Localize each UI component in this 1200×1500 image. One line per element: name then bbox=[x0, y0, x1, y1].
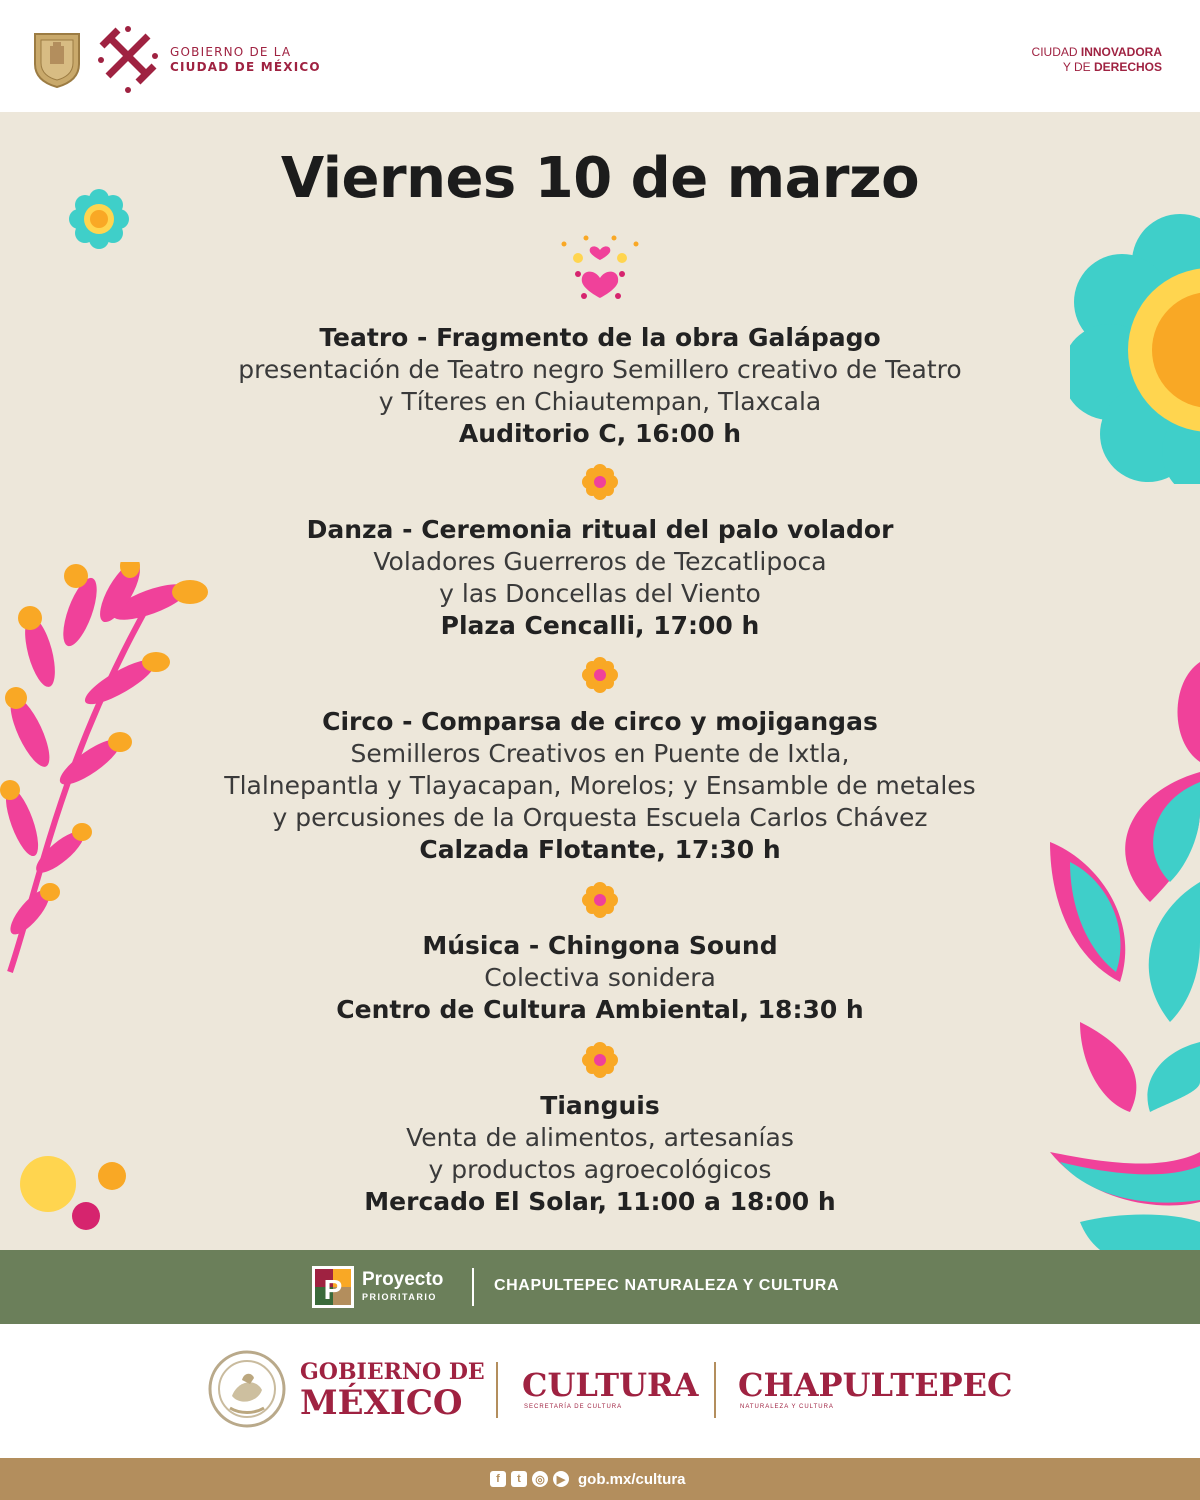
twitter-icon[interactable]: t bbox=[511, 1471, 527, 1487]
mexico-seal-icon bbox=[208, 1350, 286, 1428]
event-description-line: y las Doncellas del Viento bbox=[439, 579, 761, 608]
event-title: Teatro - Fragmento de la obra Galápago bbox=[319, 323, 881, 352]
pp-subtitle: PRIORITARIO bbox=[362, 1292, 437, 1302]
instagram-icon[interactable]: ◎ bbox=[532, 1471, 548, 1487]
footer-logos bbox=[0, 1324, 1200, 1458]
cultura-subtitle: SECRETARÍA DE CULTURA bbox=[524, 1404, 623, 1410]
event-tianguis bbox=[0, 1090, 1200, 1218]
slogan-word: Y DE bbox=[1062, 60, 1094, 74]
chapultepec-wordmark: CHAPULTEPEC bbox=[738, 1366, 1013, 1404]
event-description-line: y percusiones de la Orquesta Escuela Carlos Chávez bbox=[272, 803, 928, 832]
project-band bbox=[0, 1250, 1200, 1324]
event-place-time: Mercado El Solar, 11:00 a 18:00 h bbox=[364, 1187, 836, 1216]
slogan-word-bold: INNOVADORA bbox=[1080, 45, 1162, 59]
page-title: Viernes 10 de marzo bbox=[280, 146, 920, 211]
proyecto-prioritario-logo-icon bbox=[312, 1266, 354, 1308]
chapultepec-subtitle: NATURALEZA Y CULTURA bbox=[740, 1404, 834, 1410]
event-danza bbox=[0, 514, 1200, 642]
event-description-line: Colectiva sonidera bbox=[484, 963, 716, 992]
gov-line-1: GOBIERNO DE LA bbox=[170, 45, 292, 59]
event-description-line: Semilleros Creativos en Puente de Ixtla, bbox=[350, 739, 850, 768]
slogan bbox=[1032, 45, 1162, 75]
event-place-time: Calzada Flotante, 17:30 h bbox=[419, 835, 781, 864]
slogan-word: CIUDAD bbox=[1031, 45, 1081, 59]
orange-flower-icon bbox=[582, 882, 618, 918]
hearts-ornament-icon bbox=[558, 230, 642, 302]
footer-separator bbox=[496, 1362, 498, 1418]
event-title: Tianguis bbox=[540, 1091, 660, 1120]
event-title: Danza - Ceremonia ritual del palo volador bbox=[306, 515, 894, 544]
event-description-line: y productos agroecológicos bbox=[428, 1155, 772, 1184]
cultura-wordmark: CULTURA bbox=[522, 1366, 699, 1404]
gov-line-2: CIUDAD DE MÉXICO bbox=[170, 60, 321, 74]
header bbox=[0, 0, 1200, 112]
event-title: Música - Chingona Sound bbox=[422, 931, 778, 960]
youtube-icon[interactable]: ▶ bbox=[553, 1471, 569, 1487]
program-area bbox=[0, 112, 1200, 1250]
gobierno-cdmx-text bbox=[170, 45, 321, 75]
event-circo bbox=[0, 706, 1200, 866]
gob-line-2: MÉXICO bbox=[300, 1383, 463, 1423]
event-description-line: Voladores Guerreros de Tezcatlipoca bbox=[373, 547, 827, 576]
bottom-bar bbox=[0, 1458, 1200, 1500]
event-teatro bbox=[0, 322, 1200, 450]
social-links bbox=[490, 1470, 686, 1488]
event-description-line: y Títeres en Chiautempan, Tlaxcala bbox=[378, 387, 822, 416]
cdmx-logo-icon bbox=[98, 26, 158, 94]
orange-flower-icon bbox=[582, 657, 618, 693]
event-description-line: presentación de Teatro negro Semillero creativo de Teatro bbox=[238, 355, 962, 384]
footer-separator bbox=[714, 1362, 716, 1418]
orange-flower-icon bbox=[582, 464, 618, 500]
facebook-icon[interactable]: f bbox=[490, 1471, 506, 1487]
event-title: Circo - Comparsa de circo y mojigangas bbox=[322, 707, 878, 736]
band-title: CHAPULTEPEC NATURALEZA Y CULTURA bbox=[494, 1277, 840, 1294]
event-place-time: Centro de Cultura Ambiental, 18:30 h bbox=[336, 995, 864, 1024]
cdmx-coat-of-arms-icon bbox=[32, 30, 82, 88]
orange-flower-icon bbox=[582, 1042, 618, 1078]
proyecto-prioritario-text bbox=[362, 1270, 443, 1302]
gobierno-de-mexico-wordmark bbox=[300, 1359, 485, 1421]
event-place-time: Plaza Cencalli, 17:00 h bbox=[440, 611, 760, 640]
pp-letter: P bbox=[323, 1274, 343, 1305]
band-separator bbox=[472, 1268, 474, 1306]
event-description-line: Venta de alimentos, artesanías bbox=[406, 1123, 794, 1152]
event-description-line: Tlalnepantla y Tlayacapan, Morelos; y Ensamble de metales bbox=[224, 771, 976, 800]
gob-line-1: GOBIERNO DE bbox=[300, 1359, 485, 1385]
slogan-word-bold: DERECHOS bbox=[1093, 60, 1162, 74]
event-place-time: Auditorio C, 16:00 h bbox=[458, 419, 742, 448]
website-link[interactable]: gob.mx/cultura bbox=[578, 1470, 686, 1488]
event-musica bbox=[0, 930, 1200, 1026]
pp-title: Proyecto bbox=[362, 1269, 444, 1290]
